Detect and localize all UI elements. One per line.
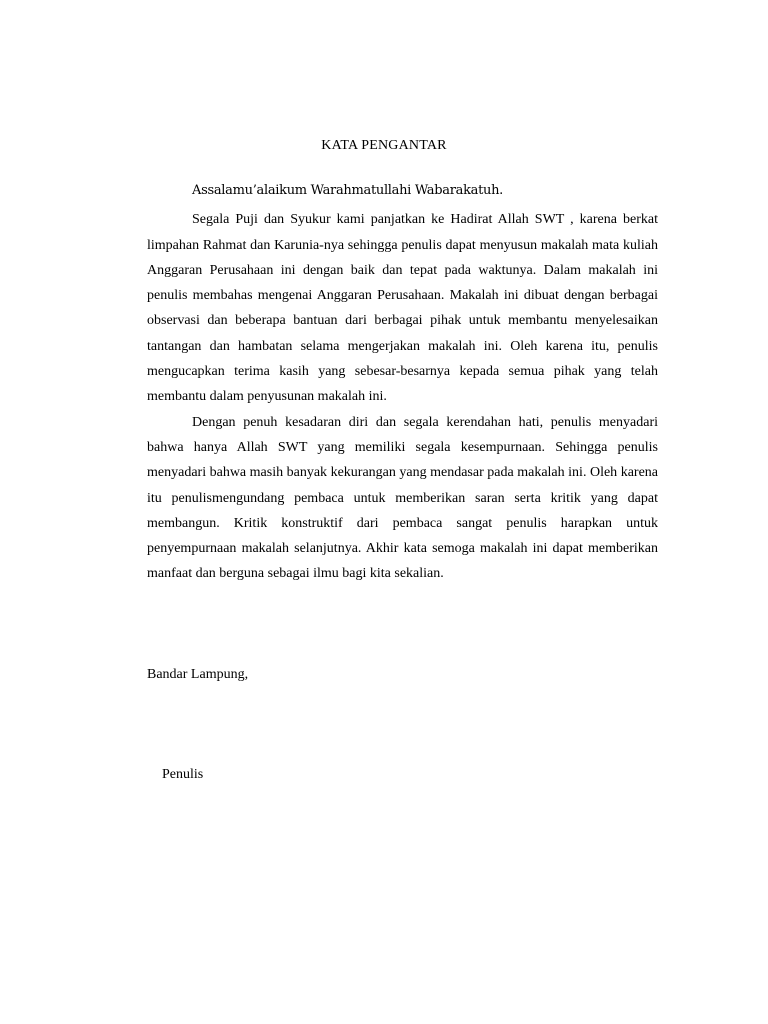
- place-line: Bandar Lampung,: [147, 667, 249, 682]
- greeting-line: Assalamu’alaikum Warahmatullahi Wabarakatuh.: [192, 183, 504, 198]
- body-text: [147, 185, 658, 587]
- paragraph-intro: [147, 207, 658, 409]
- paragraph-closing: [147, 410, 658, 587]
- author-signature-line: Penulis: [162, 767, 204, 782]
- page-title: KATA PENGANTAR: [321, 138, 447, 153]
- paragraph-intro-text: Segala Puji dan Syukur kami panjatkan ke Hadirat Allah SWT , karena berkat limpahan Rahmat dan Karunia-nya sehingga penulis dapat menyusun makalah mata kuliah Anggaran Perusahaan ini dengan baik dan tepat pada waktunya. Dalam makalah ini penulis membahas mengenai Anggaran Perusahaan. Makalah ini dibuat dengan berbagai observasi dan beberapa bantuan dari berbagai pihak untuk membantu menyelesaikan tantangan dan hambatan selama mengerjakan makalah ini. Oleh karena itu, penulis mengucapkan terima kasih yang sebesar-besarnya kepada semua pihak yang telah membantu dalam penyusunan makalah ini.: [147, 212, 658, 405]
- paragraph-closing-text: Dengan penuh kesadaran diri dan segala kerendahan hati, penulis menyadari bahwa hanya Allah SWT yang memiliki segala kesempurnaan. Sehingga penulis menyadari bahwa masih banyak kekurangan yang mendasar pada makalah ini. Oleh karena itu penulismengundang pembaca untuk memberikan saran serta kritik yang dapat membangun. Kritik konstruktif dari pembaca sangat penulis harapkan untuk penyempurnaan makalah selanjutnya. Akhir kata semoga makalah ini dapat memberikan manfaat dan berguna sebagai ilmu bagi kita sekalian.: [147, 414, 658, 582]
